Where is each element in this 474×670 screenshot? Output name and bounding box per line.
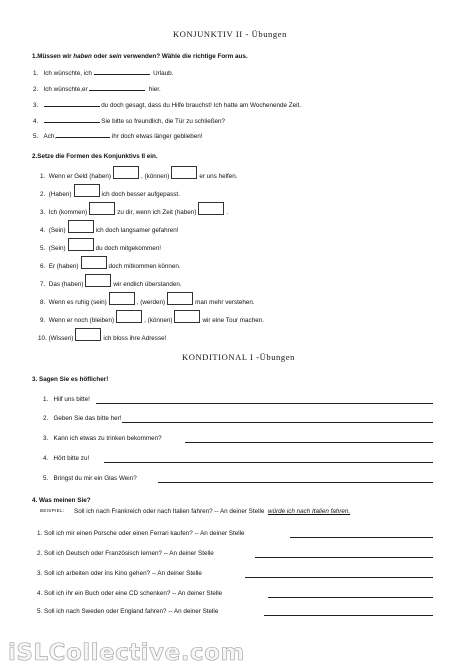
exercise-1-item-2: 2. Ich wünschte,er hier. — [33, 86, 161, 93]
answer-box[interactable] — [109, 292, 135, 305]
answer-box[interactable] — [81, 256, 107, 269]
islcollective-watermark: iSLCollective.com — [8, 640, 245, 666]
answer-line[interactable] — [268, 597, 433, 598]
answer-line[interactable] — [122, 422, 433, 423]
exercise-2-item-2: 2. (Haben) ich doch besser aufgepasst. — [40, 184, 180, 198]
section-2-heading: 2.Setze die Formen des Konjunktivs II ein. — [32, 153, 158, 160]
exercise-4-item-1: 1. Soll ich mir einen Porsche oder einen Ferrari kaufen? -- An deiner Stelle — [37, 530, 245, 537]
answer-blank[interactable] — [56, 131, 110, 138]
exercise-2-item-3: 3. Ich (kommen) zu dir, wenn ich Zeit (haben) . — [40, 202, 228, 216]
exercise-2-item-6: 6. Er (haben) doch mitkommen können. — [40, 256, 181, 270]
exercise-4-item-5: 5. Soll ich nach Sweden oder England fahren? -- An deiner Stelle — [37, 608, 219, 615]
exercise-1-item-4: 4. Sie bitte so freundlich, die Tür zu schließen? — [33, 118, 226, 125]
answer-box[interactable] — [116, 310, 142, 323]
answer-box[interactable] — [89, 202, 115, 215]
section-3-heading: 3. Sagen Sie es höflicher! — [32, 376, 109, 383]
answer-box[interactable] — [167, 292, 193, 305]
exercise-2-item-4: 4. (Sein) ich doch langsamer gefahren! — [40, 220, 179, 234]
answer-blank[interactable] — [44, 100, 100, 107]
answer-box[interactable] — [174, 310, 200, 323]
answer-box[interactable] — [68, 220, 94, 233]
exercise-2-item-10: 10. (Wissen) ich bloss ihre Adresse! — [38, 328, 166, 342]
exercise-2-item-7: 7. Das (haben) wir endlich überstanden. — [40, 274, 182, 288]
exercise-1-item-5: 5. Ach, ihr doch etwas länger geblieben! — [33, 133, 203, 140]
exercise-2-item-1: 1. Wenn er Geld (haben) , (können) er uns helfen. — [40, 166, 238, 180]
answer-box[interactable] — [198, 202, 224, 215]
answer-line[interactable] — [158, 482, 433, 483]
answer-line[interactable] — [290, 537, 433, 538]
example-label: BEISPIEL: — [40, 508, 65, 513]
worksheet-title-konjunktiv: KONJUNKTIV II - Übungen — [173, 29, 287, 39]
answer-box[interactable] — [85, 274, 111, 287]
exercise-3-item-1: 1. Hilf uns bitte! — [43, 396, 90, 403]
answer-blank[interactable] — [44, 116, 100, 123]
answer-box[interactable] — [171, 166, 197, 179]
answer-line[interactable] — [185, 442, 433, 443]
exercise-4-item-4: 4. Soll ich ihr ein Buch oder eine CD schenken? -- An deiner Stelle — [37, 590, 223, 597]
exercise-3-item-2: 2. Geben Sie das bitte her! — [43, 415, 122, 422]
answer-box[interactable] — [113, 166, 139, 179]
exercise-2-item-8: 8. Wenn es ruhig (sein) , (werden) man mehr verstehen. — [40, 292, 255, 306]
answer-line[interactable] — [255, 557, 433, 558]
answer-blank[interactable] — [89, 84, 145, 91]
exercise-2-item-9: 9. Wenn er noch (bleiben) , (können) wir eine Tour machen. — [40, 310, 264, 324]
exercise-4-item-3: 3. Soll ich arbeiten oder ins Kino gehen? -- An deiner Stelle — [37, 570, 202, 577]
section-1-heading — [32, 53, 248, 60]
exercise-1-item-1: 1. Ich wünschte, ich Urlaub. — [33, 70, 174, 77]
example-question: Soll ich nach Frankreich oder nach Italien fahren? -- An deiner Stelle würde ich nach Italien fahren. — [74, 508, 351, 515]
answer-line[interactable] — [245, 577, 433, 578]
answer-blank[interactable] — [94, 68, 150, 75]
section-1-text-mid: oder — [91, 53, 109, 60]
answer-line[interactable] — [96, 403, 433, 404]
exercise-3-item-3: 3. Kann ich etwas zu trinken bekommen? — [43, 435, 162, 442]
worksheet-title-konditional: KONDITIONAL I -Übungen — [182, 352, 295, 362]
exercise-3-item-4: 4. Hört bitte zu! — [43, 455, 90, 462]
exercise-1-item-3: 3. du doch gesagt, dass du Hilfe brauchst! Ich hatte am Wochenende Zeit. — [33, 102, 302, 109]
answer-box[interactable] — [75, 328, 101, 341]
section-1-word-sein: sein — [109, 53, 122, 60]
answer-box[interactable] — [74, 184, 100, 197]
exercise-2-item-5: 5. (Sein) du doch mitgekommen! — [40, 238, 161, 252]
example-answer: würde ich nach Italien fahren. — [267, 508, 351, 515]
exercise-4-item-2: 2. Soll ich Deutsch oder Französisch lernen? -- An deiner Stelle — [37, 550, 214, 557]
exercise-3-item-5: 5. Bringst du mir ein Glas Wein? — [43, 475, 137, 482]
section-1-text-pre: 1.Müssen wir — [32, 53, 74, 60]
section-1-word-haben: haben — [73, 53, 92, 60]
answer-line[interactable] — [264, 615, 433, 616]
answer-box[interactable] — [68, 238, 94, 251]
answer-line[interactable] — [104, 462, 433, 463]
section-4-heading: 4. Was meinen Sie? — [32, 497, 91, 504]
section-1-text-post: verwenden? Wähle die richtige Form aus. — [121, 53, 248, 60]
